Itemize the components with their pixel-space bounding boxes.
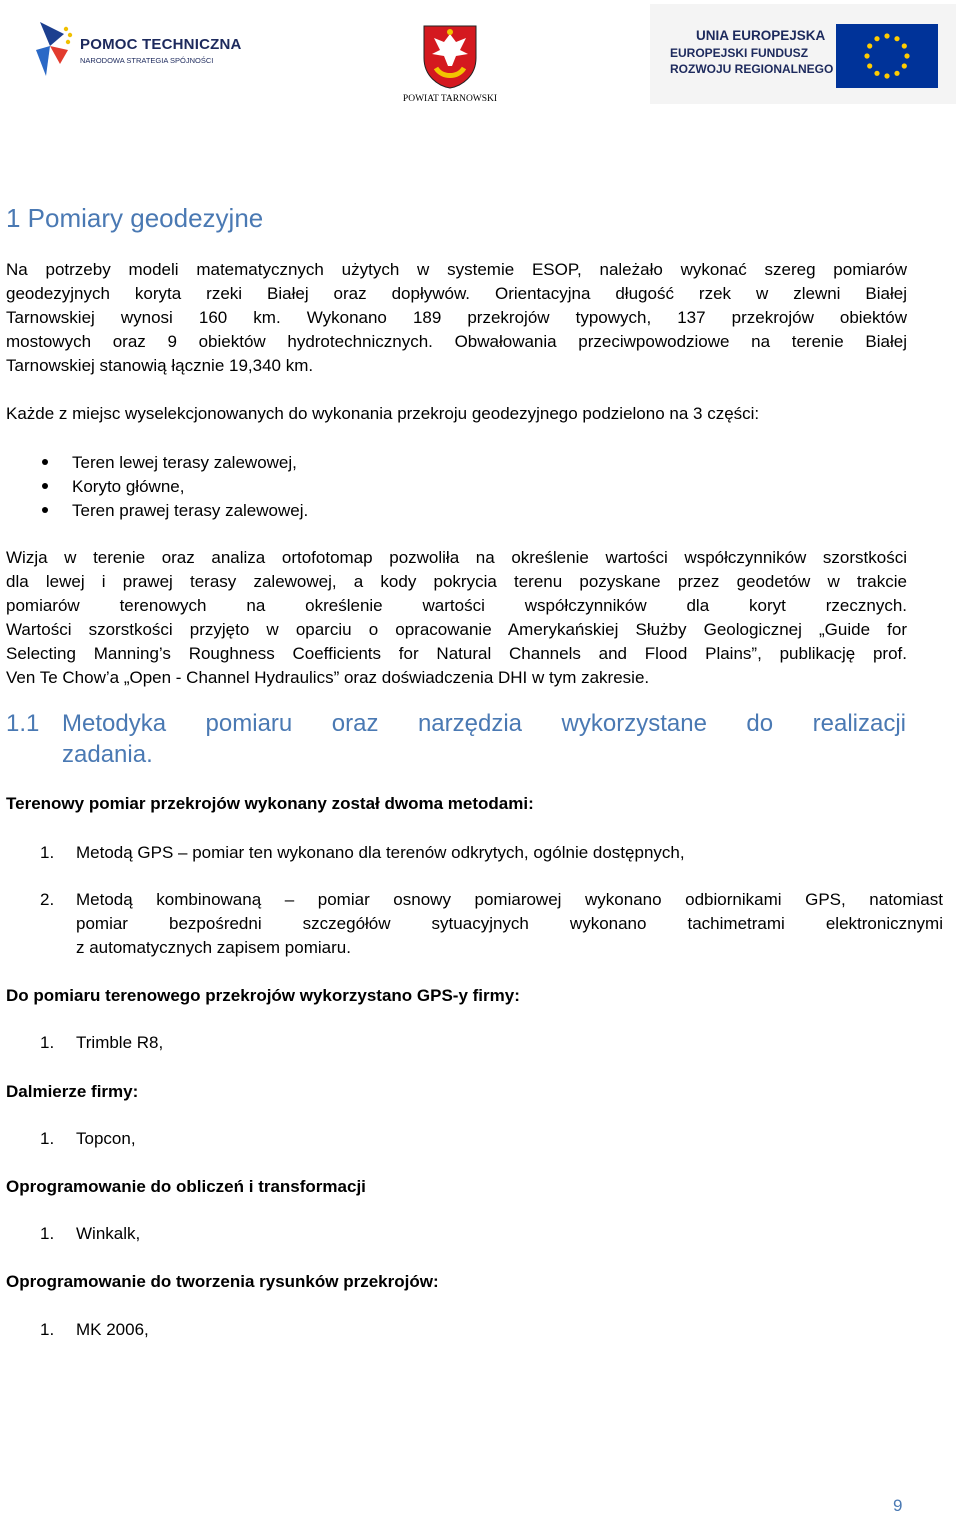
- paragraph-line: pomiarów terenowych na określenie wartości współczynników dla koryt rzecznych.: [6, 596, 907, 615]
- paragraph-line: dla lewej i prawej terasy zalewowej, a kody pokrycia terenu pozyskane przez geodetów w trakcie: [6, 572, 907, 591]
- powiat-caption: POWIAT TARNOWSKI: [402, 94, 498, 104]
- list-item: Teren lewej terasy zalewowej,: [42, 451, 297, 475]
- paragraph-line: Tarnowskiej stanowią łącznie 19,340 km.: [6, 356, 314, 375]
- methods-title: Terenowy pomiar przekrojów wykonany został dwoma metodami:: [6, 794, 534, 813]
- gps-title: Do pomiaru terenowego przekrojów wykorzystano GPS-y firmy:: [6, 986, 520, 1005]
- paragraph-line: Wizja w terenie oraz analiza ortofotomap pozwoliła na określenie wartości współczynników szorstkości: [6, 548, 907, 567]
- pomoc-techniczna-emblem-icon: [32, 20, 76, 82]
- list-item: Teren prawej terasy zalewowej.: [42, 499, 308, 523]
- paragraph-line: Ven Te Chow’a „Open - Channel Hydraulics” oraz doświadczenia DHI w tym zakresie.: [6, 668, 650, 687]
- list-item: Koryto główne,: [42, 475, 184, 499]
- pomoc-techniczna-subtitle: NARODOWA STRATEGIA SPÓJNOŚCI: [80, 56, 214, 65]
- paragraph-line: Na potrzeby modeli matematycznych użytych w systemie ESOP, należało wykonać szereg pomiarów: [6, 260, 907, 279]
- paragraph-line: Selecting Manning’s Roughness Coefficients for Natural Channels and Flood Plains”, publikację prof.: [6, 644, 907, 663]
- eu-fund-line2: ROZWOJU REGIONALNEGO: [670, 62, 834, 76]
- subsection-heading: [6, 708, 906, 770]
- drawing-software-title: Oprogramowanie do tworzenia rysunków przekrojów:: [6, 1272, 439, 1291]
- section-heading: 1 Pomiary geodezyjne: [6, 203, 264, 233]
- powiat-tarnowski-logo: [398, 24, 502, 110]
- bullet-icon: [42, 507, 48, 513]
- eu-title: UNIA EUROPEJSKA: [696, 28, 826, 43]
- subsection-number: 1.1: [6, 710, 40, 737]
- eu-flag-icon: [836, 24, 938, 88]
- bullet-icon: [42, 459, 48, 465]
- bullet-icon: [42, 483, 48, 489]
- eu-fund-line1: EUROPEJSKI FUNDUSZ: [670, 46, 809, 60]
- coat-of-arms-icon: [422, 24, 478, 90]
- paragraph-intro: Każde z miejsc wyselekcjonowanych do wykonania przekroju geodezyjnego podzielono na 3 części:: [6, 404, 760, 423]
- paragraph-line: geodezyjnych koryta rzeki Białej oraz dopływów. Orientacyjna długość rzek w zlewni Białej: [6, 284, 907, 303]
- subsection-title-line2: zadania.: [62, 741, 153, 768]
- subsection-title-line1: Metodyka pomiaru oraz narzędzia wykorzystane do realizacji: [62, 710, 906, 737]
- pomoc-techniczna-title: POMOC TECHNICZNA: [80, 36, 242, 53]
- rangefinder-title: Dalmierze firmy:: [6, 1082, 139, 1101]
- page-number: 9: [893, 1496, 903, 1515]
- paragraph-line: mostowych oraz 9 obiektów hydrotechnicznych. Obwałowania przeciwpowodziowe na terenie Białej: [6, 332, 907, 351]
- eu-logo: [650, 4, 956, 104]
- paragraph-line: Wartości szorstkości przyjęto w oparciu o opracowanie Amerykańskiej Służby Geologicznej „Guide for: [6, 620, 907, 639]
- software-title: Oprogramowanie do obliczeń i transformacji: [6, 1177, 366, 1196]
- pomoc-techniczna-logo: [32, 16, 242, 86]
- paragraph-line: Tarnowskiej wynosi 160 km. Wykonano 189 przekrojów typowych, 137 przekrojów obiektów: [6, 308, 907, 327]
